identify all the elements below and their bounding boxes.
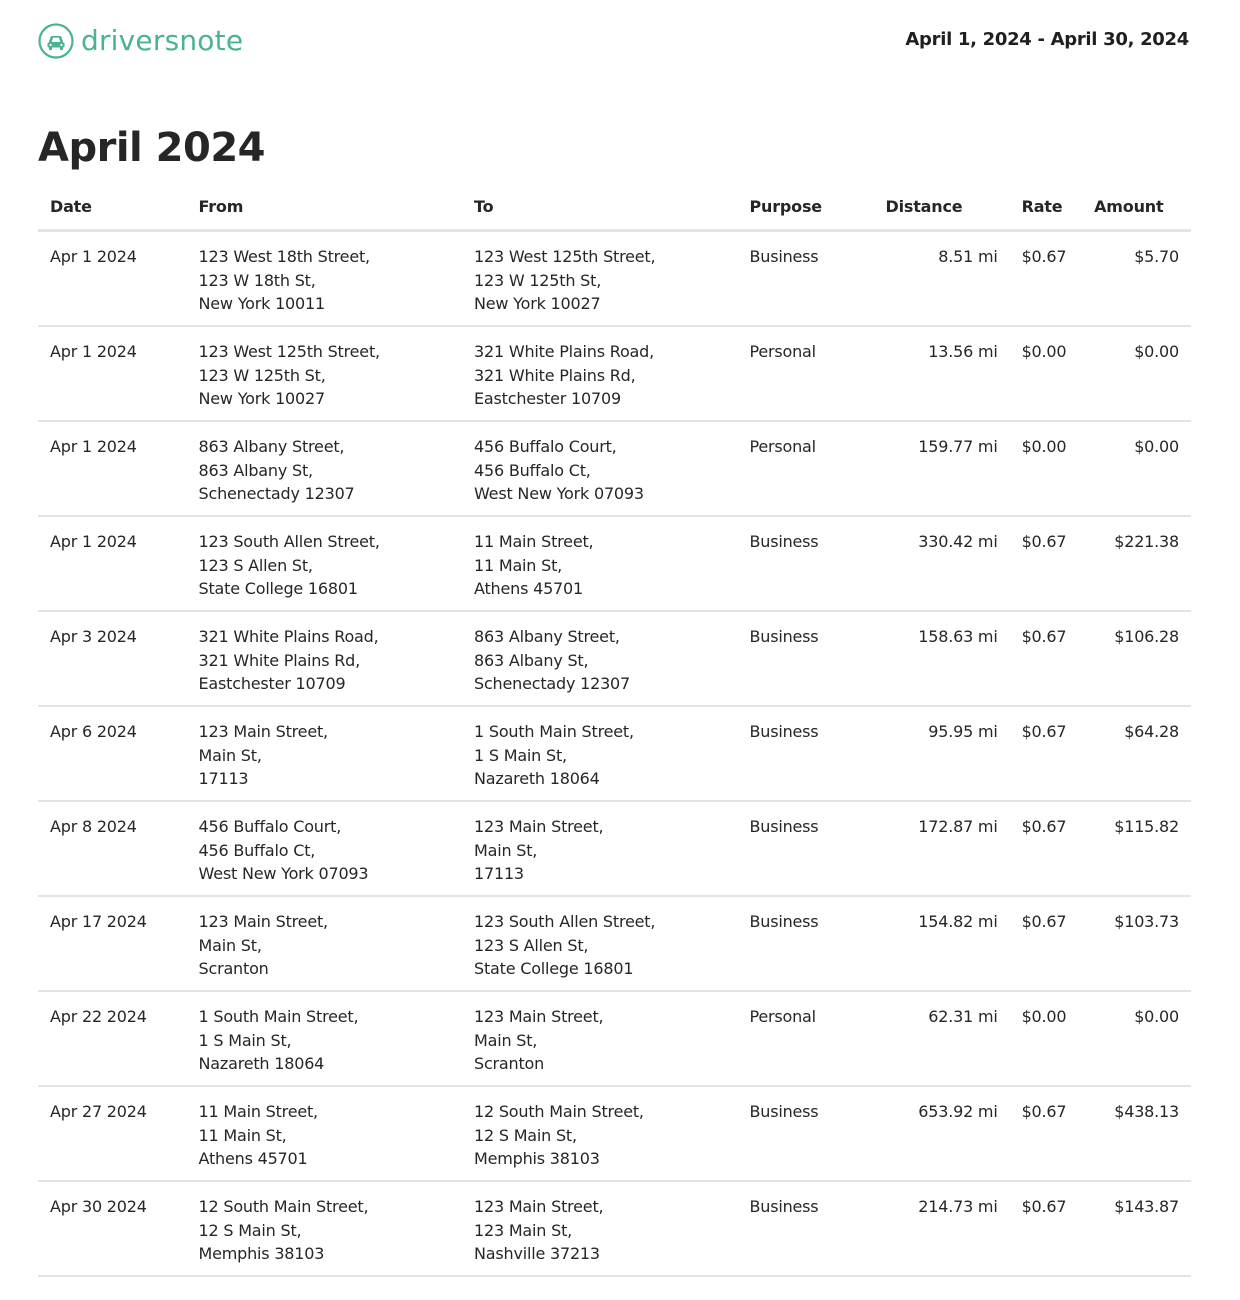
trip-to-address-line: 123 Main Street, [474, 1007, 604, 1026]
trip-from-address-line: Eastchester 10709 [198, 674, 346, 693]
trip-to-address [462, 706, 737, 801]
trips-table [38, 184, 1191, 1277]
brand-name: driversnote [81, 24, 244, 57]
trip-from-address-line: Athens 45701 [198, 1149, 308, 1168]
trip-from-address-line: Scranton [198, 959, 269, 978]
trip-amount: $438.13 [1082, 1086, 1191, 1181]
trip-from-address-line: 123 W 18th St, [198, 270, 316, 290]
trip-to-address [462, 421, 737, 516]
trip-to-address [462, 896, 737, 991]
trip-from-address-line: Nazareth 18064 [198, 1054, 325, 1073]
trip-from-address-line: 863 Albany St, [198, 460, 313, 480]
table-row [38, 421, 1191, 516]
trip-from-address-line: Main St, [198, 745, 262, 765]
column-header-rate: Rate [1010, 184, 1083, 231]
trip-to-address-line: 863 Albany Street, [474, 627, 620, 646]
trip-from-address-line: 456 Buffalo Ct, [198, 840, 316, 860]
trip-from-address [187, 1181, 462, 1276]
trip-rate: $0.00 [1010, 421, 1083, 516]
trip-date: Apr 1 2024 [38, 421, 187, 516]
trip-to-address-line: Scranton [474, 1054, 545, 1073]
trip-from-address [187, 1086, 462, 1181]
trip-from-address-line: New York 10027 [198, 389, 325, 408]
trip-date: Apr 27 2024 [38, 1086, 187, 1181]
trip-purpose: Business [737, 706, 873, 801]
trip-rate: $0.67 [1010, 231, 1083, 327]
trip-date: Apr 3 2024 [38, 611, 187, 706]
trip-to-address [462, 1086, 737, 1181]
column-header-to: To [462, 184, 737, 231]
table-row [38, 801, 1191, 896]
trip-from-address [187, 896, 462, 991]
trip-from-address [187, 231, 462, 327]
table-row [38, 231, 1191, 327]
trip-from-address-line: 456 Buffalo Court, [198, 817, 342, 836]
trip-from-address [187, 516, 462, 611]
trip-from-address-line: 123 South Allen Street, [198, 532, 380, 551]
trip-from-address [187, 421, 462, 516]
trip-from-address [187, 611, 462, 706]
trip-to-address [462, 1181, 737, 1276]
table-row [38, 1181, 1191, 1276]
trip-from-address-line: 12 S Main St, [198, 1220, 302, 1240]
table-header-row [38, 184, 1191, 231]
trip-date: Apr 6 2024 [38, 706, 187, 801]
trip-to-address-line: 123 S Allen St, [474, 935, 589, 955]
trip-to-address-line: Nashville 37213 [474, 1244, 600, 1263]
trip-from-address-line: 123 Main Street, [198, 722, 328, 741]
trip-from-address-line: 123 West 125th Street, [198, 342, 380, 361]
trip-to-address-line: 17113 [474, 864, 524, 883]
trip-from-address-line: 1 South Main Street, [198, 1007, 359, 1026]
trip-purpose: Business [737, 611, 873, 706]
trip-to-address-line: 12 South Main Street, [474, 1102, 644, 1121]
trip-to-address [462, 991, 737, 1086]
trip-to-address-line: 1 S Main St, [474, 745, 567, 765]
column-header-distance: Distance [874, 184, 1010, 231]
trip-amount: $221.38 [1082, 516, 1191, 611]
trip-to-address-line: Main St, [474, 1030, 538, 1050]
trip-distance: 8.51 mi [874, 231, 1010, 327]
trip-from-address-line: 123 Main Street, [198, 912, 328, 931]
trip-to-address-line: 123 Main Street, [474, 817, 604, 836]
column-header-date: Date [38, 184, 187, 231]
trip-to-address-line: 123 Main St, [474, 1220, 573, 1240]
trip-purpose: Business [737, 896, 873, 991]
trip-from-address [187, 326, 462, 421]
trip-from-address-line: 11 Main St, [198, 1125, 287, 1145]
trip-distance: 159.77 mi [874, 421, 1010, 516]
trip-amount: $5.70 [1082, 231, 1191, 327]
trip-to-address [462, 516, 737, 611]
trip-to-address-line: Nazareth 18064 [474, 769, 600, 788]
trip-amount: $103.73 [1082, 896, 1191, 991]
trip-from-address-line: 321 White Plains Road, [198, 627, 379, 646]
trip-distance: 13.56 mi [874, 326, 1010, 421]
trip-to-address-line: State College 16801 [474, 959, 634, 978]
trip-to-address-line: West New York 07093 [474, 484, 644, 503]
trip-rows [38, 231, 1191, 1277]
trip-rate: $0.00 [1010, 991, 1083, 1086]
trip-from-address-line: Schenectady 12307 [198, 484, 355, 503]
trip-from-address-line: 123 S Allen St, [198, 555, 313, 575]
trip-amount: $64.28 [1082, 706, 1191, 801]
trip-from-address [187, 991, 462, 1086]
trip-distance: 154.82 mi [874, 896, 1010, 991]
trip-to-address-line: 12 S Main St, [474, 1125, 577, 1145]
trip-distance: 214.73 mi [874, 1181, 1010, 1276]
trip-purpose: Business [737, 516, 873, 611]
trip-date: Apr 8 2024 [38, 801, 187, 896]
column-header-from: From [187, 184, 462, 231]
trip-from-address-line: Main St, [198, 935, 262, 955]
trip-date: Apr 17 2024 [38, 896, 187, 991]
trip-to-address-line: 321 White Plains Rd, [474, 365, 636, 385]
trip-purpose: Business [737, 231, 873, 327]
trip-rate: $0.67 [1010, 801, 1083, 896]
trip-rate: $0.67 [1010, 896, 1083, 991]
trip-date: Apr 1 2024 [38, 231, 187, 327]
trip-from-address-line: 17113 [198, 769, 249, 788]
trip-to-address-line: 456 Buffalo Court, [474, 437, 617, 456]
trip-from-address-line: New York 10011 [198, 294, 325, 313]
trip-from-address [187, 801, 462, 896]
trip-to-address [462, 326, 737, 421]
trip-from-address-line: 321 White Plains Rd, [198, 650, 361, 670]
trip-to-address-line: 123 Main Street, [474, 1197, 604, 1216]
trip-amount: $143.87 [1082, 1181, 1191, 1276]
trip-rate: $0.00 [1010, 326, 1083, 421]
trip-from-address-line: 12 South Main Street, [198, 1197, 369, 1216]
table-row [38, 516, 1191, 611]
trip-to-address-line: 123 South Allen Street, [474, 912, 656, 931]
car-icon [38, 23, 74, 59]
trip-to-address [462, 801, 737, 896]
trip-purpose: Business [737, 1181, 873, 1276]
trip-to-address-line: 456 Buffalo Ct, [474, 460, 591, 480]
trip-to-address-line: 1 South Main Street, [474, 722, 634, 741]
trip-to-address-line: Athens 45701 [474, 579, 583, 598]
trip-rate: $0.67 [1010, 706, 1083, 801]
trip-amount: $106.28 [1082, 611, 1191, 706]
trip-to-address-line: 321 White Plains Road, [474, 342, 654, 361]
report-date-range: April 1, 2024 - April 30, 2024 [905, 29, 1189, 50]
trip-to-address-line: Eastchester 10709 [474, 389, 621, 408]
trip-to-address-line: Schenectady 12307 [474, 674, 631, 693]
trip-date: Apr 1 2024 [38, 516, 187, 611]
trip-to-address-line: New York 10027 [474, 294, 601, 313]
table-row [38, 1086, 1191, 1181]
column-header-purpose: Purpose [737, 184, 873, 231]
trip-amount: $0.00 [1082, 991, 1191, 1086]
trip-from-address-line: State College 16801 [198, 579, 358, 598]
trip-distance: 653.92 mi [874, 1086, 1010, 1181]
trip-to-address-line: 11 Main St, [474, 555, 563, 575]
table-row [38, 611, 1191, 706]
trip-date: Apr 1 2024 [38, 326, 187, 421]
trip-purpose: Business [737, 801, 873, 896]
trip-distance: 158.63 mi [874, 611, 1010, 706]
trip-purpose: Personal [737, 326, 873, 421]
trip-from-address-line: West New York 07093 [198, 864, 369, 883]
brand-logo [38, 23, 243, 59]
trip-distance: 95.95 mi [874, 706, 1010, 801]
table-row [38, 326, 1191, 421]
trip-purpose: Personal [737, 991, 873, 1086]
trip-rate: $0.67 [1010, 1086, 1083, 1181]
trip-to-address-line: 123 West 125th Street, [474, 247, 656, 266]
trip-from-address-line: Memphis 38103 [198, 1244, 325, 1263]
trip-date: Apr 22 2024 [38, 991, 187, 1086]
trip-to-address-line: 11 Main Street, [474, 532, 594, 551]
trip-amount: $0.00 [1082, 421, 1191, 516]
trip-from-address [187, 706, 462, 801]
trip-distance: 62.31 mi [874, 991, 1010, 1086]
trip-distance: 330.42 mi [874, 516, 1010, 611]
trip-amount: $0.00 [1082, 326, 1191, 421]
trip-distance: 172.87 mi [874, 801, 1010, 896]
column-header-amount: Amount [1082, 184, 1191, 231]
trip-purpose: Business [737, 1086, 873, 1181]
table-row [38, 706, 1191, 801]
trip-to-address [462, 231, 737, 327]
trip-rate: $0.67 [1010, 516, 1083, 611]
trip-from-address-line: 123 W 125th St, [198, 365, 326, 385]
trip-from-address-line: 123 West 18th Street, [198, 247, 370, 266]
report-title: April 2024 [38, 125, 265, 171]
trip-amount: $115.82 [1082, 801, 1191, 896]
table-row [38, 896, 1191, 991]
trip-to-address [462, 611, 737, 706]
trip-date: Apr 30 2024 [38, 1181, 187, 1276]
trip-to-address-line: Main St, [474, 840, 538, 860]
trip-rate: $0.67 [1010, 611, 1083, 706]
report-header [0, 0, 1240, 90]
trip-from-address-line: 11 Main Street, [198, 1102, 318, 1121]
trip-from-address-line: 1 S Main St, [198, 1030, 292, 1050]
trip-purpose: Personal [737, 421, 873, 516]
trip-to-address-line: 863 Albany St, [474, 650, 589, 670]
trip-from-address-line: 863 Albany Street, [198, 437, 345, 456]
trip-to-address-line: Memphis 38103 [474, 1149, 600, 1168]
trip-rate: $0.67 [1010, 1181, 1083, 1276]
table-row [38, 991, 1191, 1086]
trip-to-address-line: 123 W 125th St, [474, 270, 602, 290]
